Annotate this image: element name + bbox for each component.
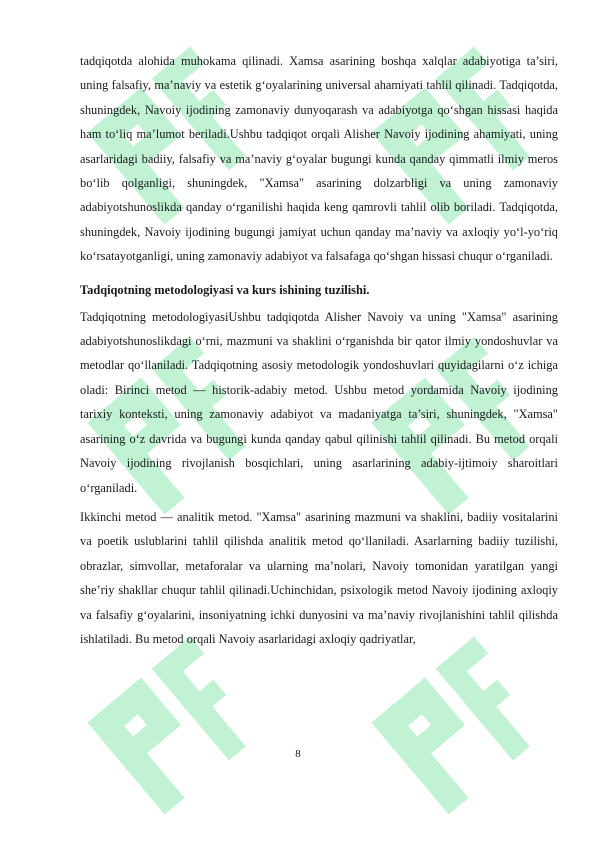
paragraph-intro-continuation: tadqiqotda alohida muhokama qilinadi. Xamsa asarining boshqa xalqlar adabiyotiga ta’siri, uning falsafiy, ma’naviy va estetik g‘oyalarining universal ahamiyati tahlil qilinadi. Tadqiqotda, shuningdek, Navoiy ijodining zamonaviy dunyoqarash va adabiyotga qo‘shgan hissasi haqida ham to‘liq ma’lumot beriladi.Ushbu tadqiqot orqali Alisher Navoiy ijodining ahamiyati, uning asarlaridagi badiiy, falsafiy va ma’naviy g‘oyalar bugungi kunda qanday qimmatli ilmiy meros bo‘lib qolganligi, shuningdek, "Xamsa" asarining dolzarbligi va uning zamonaviy adabiyotshunoslikda qanday o‘rganilishi haqida keng qamrovli tahlil olib boriladi. Tadqiqotda, shuningdek, Navoiy ijodining bugungi jamiyat uchun qanday ma’naviy va axloqiy yo‘l-yo‘riq ko‘rsatayotganligi, uning zamonaviy adabiyot va falsafaga qo‘shgan hissasi chuqur o‘rganiladi. bbox=[80, 54, 558, 264]
paragraph-methodology: Tadqiqotning metodologiyasiUshbu tadqiqotda Alisher Navoiy va uning "Xamsa" asarining adabiyotshunoslikdagi o‘rni, mazmuni va shaklini o‘rganishda bir qator ilmiy yondoshuvlar va metodlar qo‘llaniladi. Tadqiqotning asosiy metodologik yondoshuvlari quyidagilarni o‘z ichiga oladi: Birinci metod — historik-adabiy metod. Ushbu metod yordamida Navoiy ijodining tarixiy konteksti, uning zamonaviy adabiyot va madaniyatga ta’siri, shuningdek, "Xamsa" asarining o‘z davrida va bugungi kunda qanday qabul qilinishi tahlil qilinadi. Bu metod orqali Navoiy ijodining rivojlanish bosqichlari, uning asarlarining adabiy-ijtimoiy sharoitlari o‘rganiladi. bbox=[80, 309, 558, 495]
watermark-pdf-icon bbox=[72, 630, 272, 835]
watermark-pdf-icon bbox=[356, 630, 556, 835]
page-number: 8 bbox=[295, 748, 301, 760]
paragraph-analytic-method: Ikkinchi metod — analitik metod. "Xamsa" asarining mazmuni va shaklini, badiiy vositalarini va poetik uslublarini tahlil qilishda analitik metod qo‘llaniladi. Asarlarning badiiy tuzilishi, obrazlar, simvollar, metaforalar va ularning ma’nolari, Navoiy tomonidan yaratilgan yangi she’riy shakllar chuqur tahlil qilinadi.Uchinchidan, psixologik metod Navoiy ijodining axloqiy va falsafiy g‘oyalarini, insoniyatning ichki dunyosini va ma’naviy rivojlanishini tahlil qilishda ishlatiladi. Bu metod orqali Navoiy asarlaridagi axloqiy qadriyatlar, bbox=[80, 509, 558, 646]
section-heading: Tadqiqotning metodologiyasi va kurs ishining tuzilishi. bbox=[80, 282, 370, 297]
page-body bbox=[80, 49, 558, 651]
